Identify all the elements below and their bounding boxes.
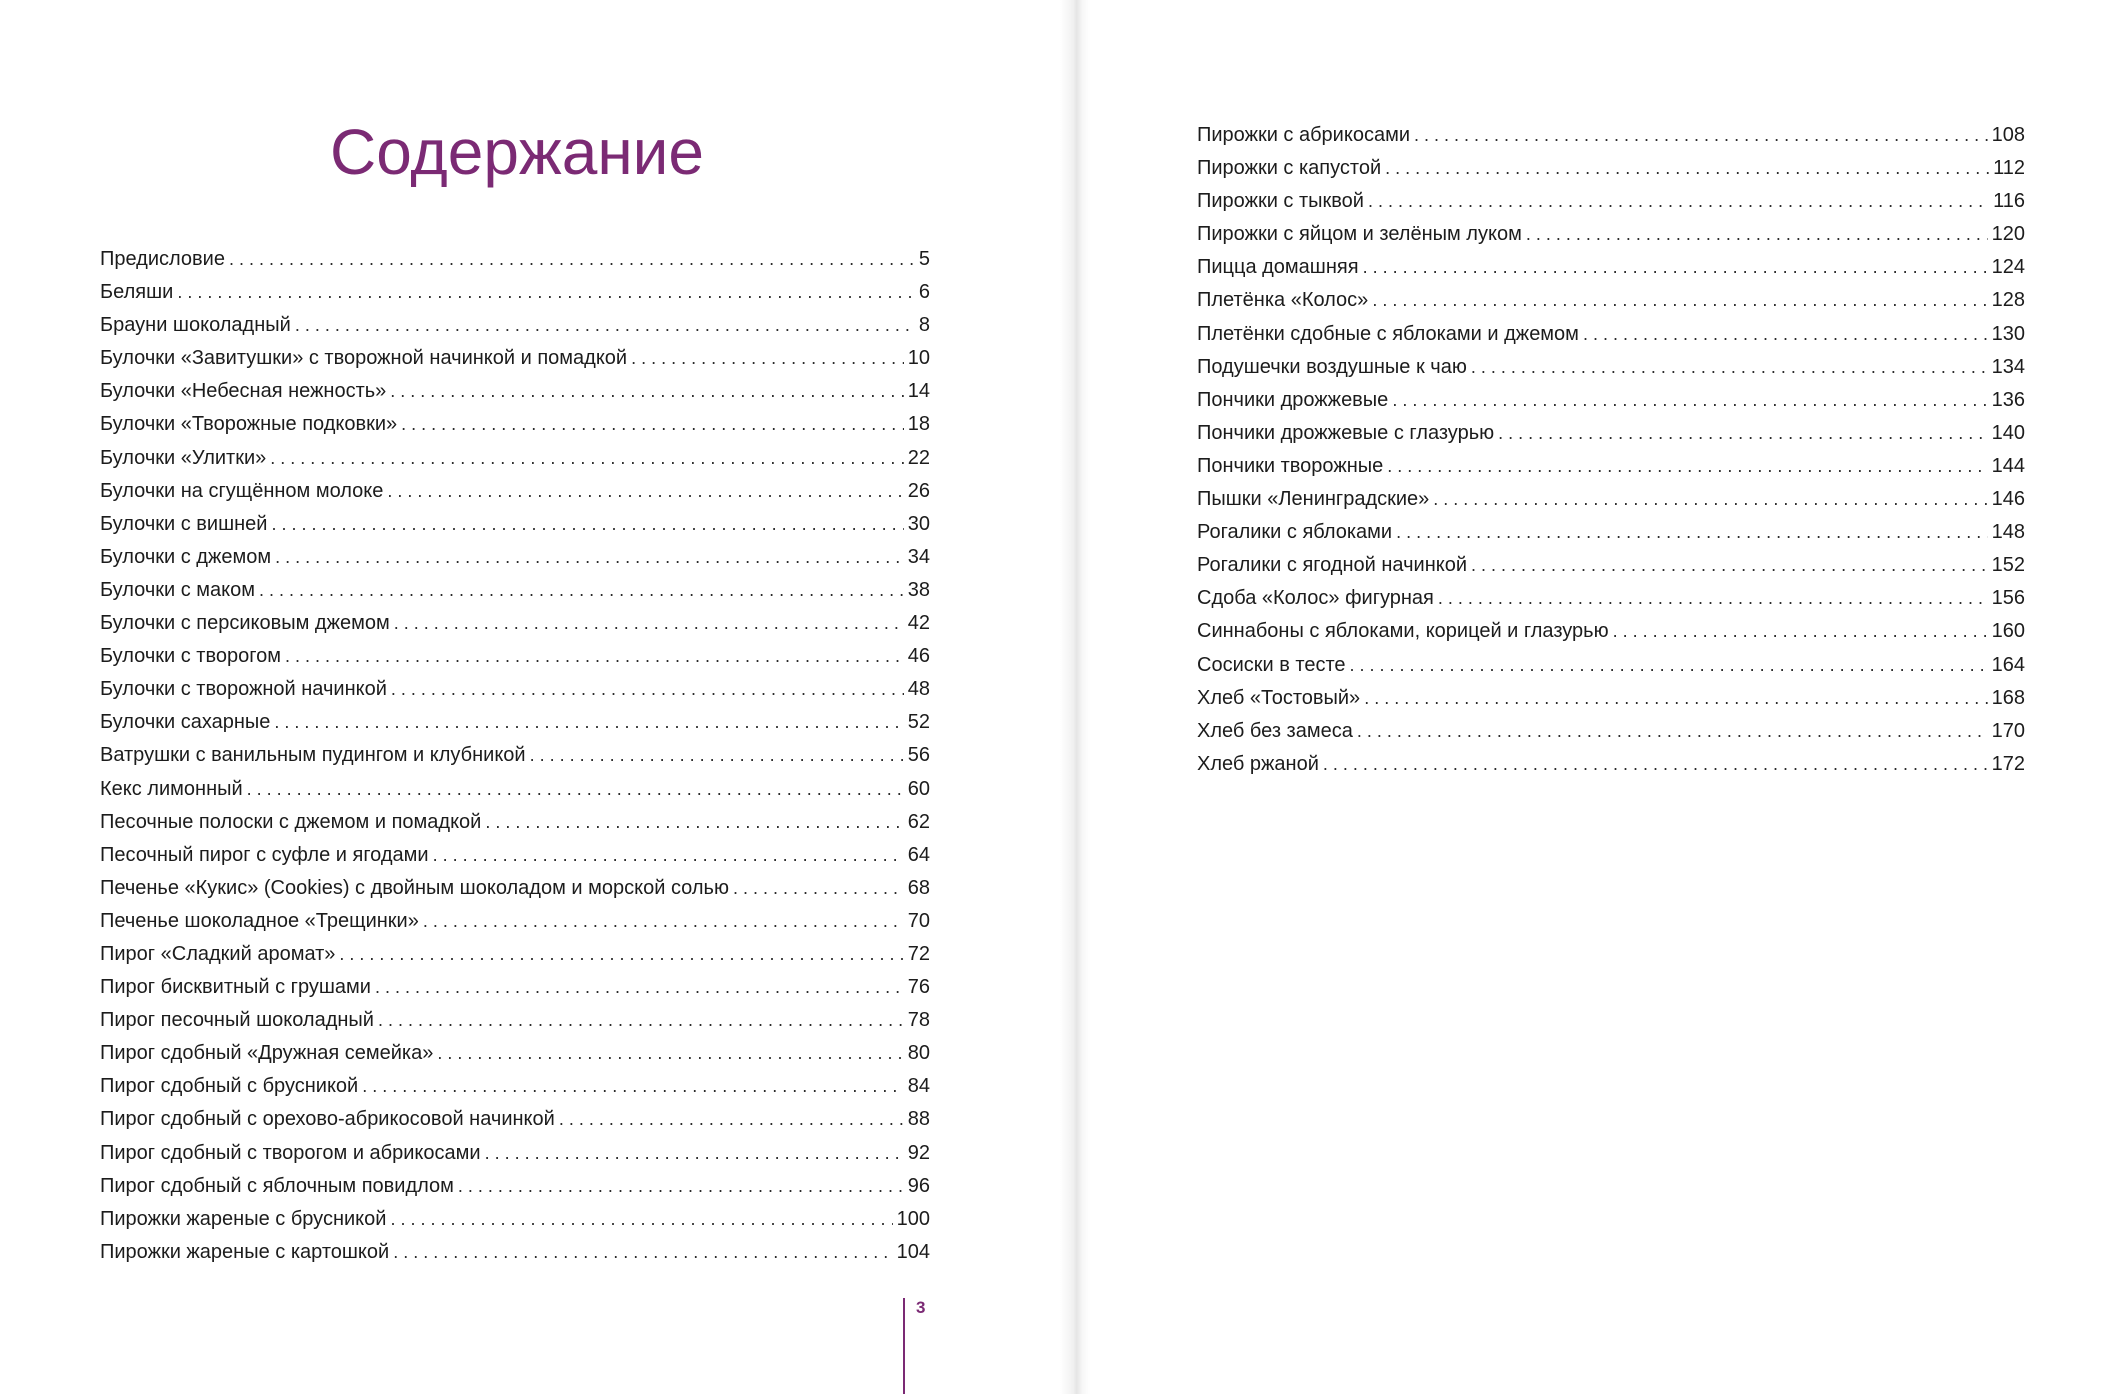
toc-entry-page: 68 [907,876,930,899]
toc-entry-page: 96 [907,1174,930,1197]
toc-entry [100,1009,930,1042]
toc-entry-page: 5 [918,248,930,270]
toc-entry [100,943,930,976]
toc-entry-title: Булочки с джемом [100,545,272,568]
dot-leader [295,315,915,336]
toc-entry-page: 88 [907,1108,930,1131]
toc-entry [100,480,930,513]
toc-entry [100,447,930,480]
toc-entry-page: 84 [907,1075,930,1098]
dot-leader [247,779,904,800]
dot-leader [1471,357,1988,378]
dot-leader [401,414,904,435]
toc-entry-title: Пончики дрожжевые с глазурью [1197,421,1495,444]
dot-leader [485,1143,904,1164]
dot-leader [433,845,904,866]
toc-entry-title: Предисловие [100,248,225,270]
toc-entry [100,579,930,612]
right-page [1065,0,2127,1394]
dot-leader [1583,324,1988,345]
toc-entry-page: 144 [1991,454,2025,477]
toc-entry [100,844,930,877]
toc-entry [100,1175,930,1208]
toc-entry-page: 124 [1991,256,2025,279]
dot-leader [1526,224,1988,245]
toc-entry-page: 156 [1991,587,2025,610]
folio-rule [903,1298,905,1394]
toc-entry-title: Пирог сдобный с творогом и абрикосами [100,1141,481,1164]
toc-entry-page: 26 [907,479,930,502]
dot-leader [1387,456,1987,477]
toc-entry [1197,190,2025,223]
toc-entry-title: Булочки «Творожные подковки» [100,413,398,436]
toc-entry-title: Хлеб ржаной [1197,752,1319,775]
toc-entry [100,645,930,678]
toc-entry-title: Сдоба «Колос» фигурная [1197,587,1434,610]
toc-entry-title: Пирог сдобный с брусникой [100,1075,359,1098]
dot-leader [1498,423,1988,444]
toc-entry [100,711,930,744]
dot-leader [559,1109,904,1130]
dot-leader [390,381,903,402]
toc-entry-title: Подушечки воздушные к чаю [1197,355,1467,378]
toc-entry-page: 62 [907,810,930,833]
dot-leader [423,911,904,932]
toc-entry-title: Пирог сдобный с орехово-абрикосовой начинкой [100,1108,555,1131]
dot-leader [390,1209,892,1230]
toc-entry [100,1208,930,1241]
toc-entry-page: 76 [907,976,930,999]
dot-leader [1350,655,1988,676]
toc-entry-title: Ватрушки с ванильным пудингом и клубникой [100,744,526,767]
toc-entry [100,1142,930,1175]
toc-entry-title: Пирожки с тыквой [1197,190,1364,213]
dot-leader [1392,390,1987,411]
toc-entry-page: 146 [1991,488,2025,511]
toc-entry-page: 56 [907,744,930,767]
toc-entry-page: 10 [907,347,930,370]
toc-entry-title: Пирог «Сладкий аромат» [100,942,336,965]
dot-leader [485,812,903,833]
toc-entry-title: Кекс лимонный [100,777,243,800]
toc-entry [100,910,930,943]
toc-entry-page: 134 [1991,355,2025,378]
toc-entry-page: 116 [1993,190,2025,213]
dot-leader [378,1010,904,1031]
toc-entry-title: Булочки с вишней [100,512,268,535]
dot-leader [339,944,903,965]
toc-entry [1197,323,2025,356]
toc-entry [1197,356,2025,389]
toc-entry-title: Хлеб «Тостовый» [1197,686,1361,709]
toc-entry [100,413,930,446]
toc-entry-title: Пирог сдобный с яблочным повидлом [100,1174,454,1197]
toc-entry [1197,289,2025,322]
toc-entry [100,744,930,777]
toc-entry [1197,455,2025,488]
toc-entry [100,877,930,910]
toc-entry-title: Булочки «Завитушки» с творожной начинкой и помадкой [100,347,628,370]
toc-entry-page: 22 [907,446,930,469]
toc-entry-title: Булочки с творожной начинкой [100,678,387,701]
toc-entry-page: 38 [907,578,930,601]
page-number: 3 [916,1298,926,1317]
toc-entry-page: 64 [907,843,930,866]
toc-entry-title: Пирожки с капустой [1197,157,1382,180]
toc-entry-title: Пышки «Ленинградские» [1197,488,1430,511]
dot-leader [1323,754,1988,775]
dot-leader [1438,588,1988,609]
toc-entry-title: Песочный пирог с суфле и ягодами [100,843,429,866]
dot-leader [394,613,904,634]
toc-entry-page: 168 [1991,686,2025,709]
toc-entry-title: Рогалики с яблоками [1197,521,1393,544]
toc-entry [100,778,930,811]
toc-entry [100,811,930,844]
toc-entry-title: Булочки с маком [100,578,255,601]
toc-entry-title: Булочки с персиковым джемом [100,612,390,635]
toc-entry [1197,521,2025,554]
toc-entry-title: Булочки «Небесная нежность» [100,380,387,403]
toc-entry-page: 92 [907,1141,930,1164]
toc-entry-page: 108 [1991,124,2025,146]
toc-entry [1197,223,2025,256]
toc-entry-title: Пирог бисквитный с грушами [100,976,371,999]
toc-entry-title: Булочки на сгущённом молоке [100,479,384,502]
toc-entry-page: 34 [907,545,930,568]
toc-entry-page: 70 [907,909,930,932]
toc-entry [100,1075,930,1108]
toc-entry-page: 30 [907,512,930,535]
dot-leader [393,1242,892,1263]
toc-entry [100,513,930,546]
toc-entry [1197,124,2025,157]
dot-leader [530,745,904,766]
dot-leader [1372,290,1987,311]
toc-entry-page: 52 [907,711,930,734]
dot-leader [1471,555,1988,576]
toc-entry [1197,654,2025,687]
table-of-contents-left [100,248,930,1274]
dot-leader [274,712,903,733]
dot-leader [375,977,904,998]
toc-entry-page: 48 [907,678,930,701]
toc-entry-page: 18 [907,413,930,436]
toc-entry-title: Пирожки с абрикосами [1197,124,1410,146]
dot-leader [437,1043,903,1064]
toc-entry-title: Беляши [100,281,174,304]
toc-entry-page: 172 [1991,752,2025,775]
toc-entry [1197,720,2025,753]
toc-entry-title: Песочные полоски с джемом и помадкой [100,810,482,833]
toc-entry-page: 8 [918,314,930,337]
toc-entry [1197,157,2025,190]
toc-entry [1197,687,2025,720]
table-of-contents-right [1197,124,2025,786]
toc-entry-page: 14 [907,380,930,403]
toc-entry [1197,389,2025,422]
dot-leader [285,646,904,667]
toc-entry-page: 130 [1991,322,2025,345]
toc-entry [1197,587,2025,620]
dot-leader [1363,257,1988,278]
dot-leader [391,679,904,700]
dot-leader [1364,688,1987,709]
toc-entry-title: Пирог песочный шоколадный [100,1009,374,1032]
toc-entry-page: 78 [907,1009,930,1032]
dot-leader [362,1076,904,1097]
toc-entry-title: Плетёнки сдобные с яблоками и джемом [1197,322,1579,345]
toc-entry-title: Пончики дрожжевые [1197,388,1389,411]
toc-entry [100,281,930,314]
toc-entry [100,248,930,281]
toc-entry-title: Хлеб без замеса [1197,719,1353,742]
toc-entry-title: Пицца домашняя [1197,256,1359,279]
toc-entry-title: Пирожки жареные с брусникой [100,1207,387,1230]
toc-entry-page: 164 [1991,653,2025,676]
toc-entry [100,1108,930,1141]
toc-entry-title: Пончики творожные [1197,454,1384,477]
toc-entry [100,314,930,347]
toc-entry [100,546,930,579]
toc-entry-page: 46 [907,645,930,668]
toc-entry-page: 120 [1991,223,2025,246]
toc-entry [100,1042,930,1075]
dot-leader [458,1176,904,1197]
dot-leader [387,481,903,502]
toc-entry-page: 6 [918,281,930,304]
toc-entry [100,612,930,645]
toc-entry-title: Печенье «Кукис» (Cookies) с двойным шоколадом и морской солью [100,876,729,899]
toc-entry-page: 136 [1991,388,2025,411]
toc-entry [1197,554,2025,587]
dot-leader [271,514,903,535]
toc-entry [1197,753,2025,786]
dot-leader [1433,489,1987,510]
toc-entry-page: 72 [907,942,930,965]
dot-leader [1613,621,1988,642]
toc-entry-page: 60 [907,777,930,800]
toc-entry-title: Сосиски в тесте [1197,653,1346,676]
toc-entry-title: Булочки с творогом [100,645,281,668]
toc-entry-title: Синнабоны с яблоками, корицей и глазурью [1197,620,1609,643]
toc-entry-page: 140 [1991,421,2025,444]
toc-entry-page: 152 [1991,554,2025,577]
toc-entry [1197,256,2025,289]
toc-entry-page: 100 [896,1207,930,1230]
dot-leader [733,878,904,899]
dot-leader [177,282,915,303]
toc-entry-page: 128 [1991,289,2025,312]
toc-entry-title: Брауни шоколадный [100,314,291,337]
toc-entry [100,347,930,380]
toc-entry-page: 170 [1991,719,2025,742]
dot-leader [1357,721,1988,742]
toc-entry-page: 148 [1991,521,2025,544]
toc-entry [1197,488,2025,521]
dot-leader [631,348,904,369]
toc-entry-title: Булочки «Улитки» [100,446,267,469]
toc-entry [1197,620,2025,653]
dot-leader [1368,191,1989,212]
toc-entry-title: Пирожки жареные с картошкой [100,1240,390,1263]
toc-entry-page: 112 [1993,157,2025,180]
dot-leader [270,448,903,469]
dot-leader [259,580,904,601]
toc-entry-title: Рогалики с ягодной начинкой [1197,554,1468,577]
toc-entry-page: 42 [907,612,930,635]
toc-entry-title: Печенье шоколадное «Трещинки» [100,909,419,932]
toc-entry-title: Плетёнка «Колос» [1197,289,1369,312]
dot-leader [275,547,904,568]
toc-entry [100,976,930,1009]
toc-entry [1197,422,2025,455]
dot-leader [1414,125,1988,146]
dot-leader [1396,522,1988,543]
toc-entry-page: 80 [907,1042,930,1065]
toc-entry-title: Пирог сдобный «Дружная семейка» [100,1042,434,1065]
toc-entry [100,380,930,413]
dot-leader [1385,158,1989,179]
page-title: Содержание [329,116,705,188]
toc-entry [100,1241,930,1274]
toc-entry-page: 104 [896,1240,930,1263]
toc-entry-page: 160 [1991,620,2025,643]
toc-entry-title: Булочки сахарные [100,711,271,734]
toc-entry [100,678,930,711]
toc-entry-title: Пирожки с яйцом и зелёным луком [1197,223,1522,246]
dot-leader [229,249,915,270]
